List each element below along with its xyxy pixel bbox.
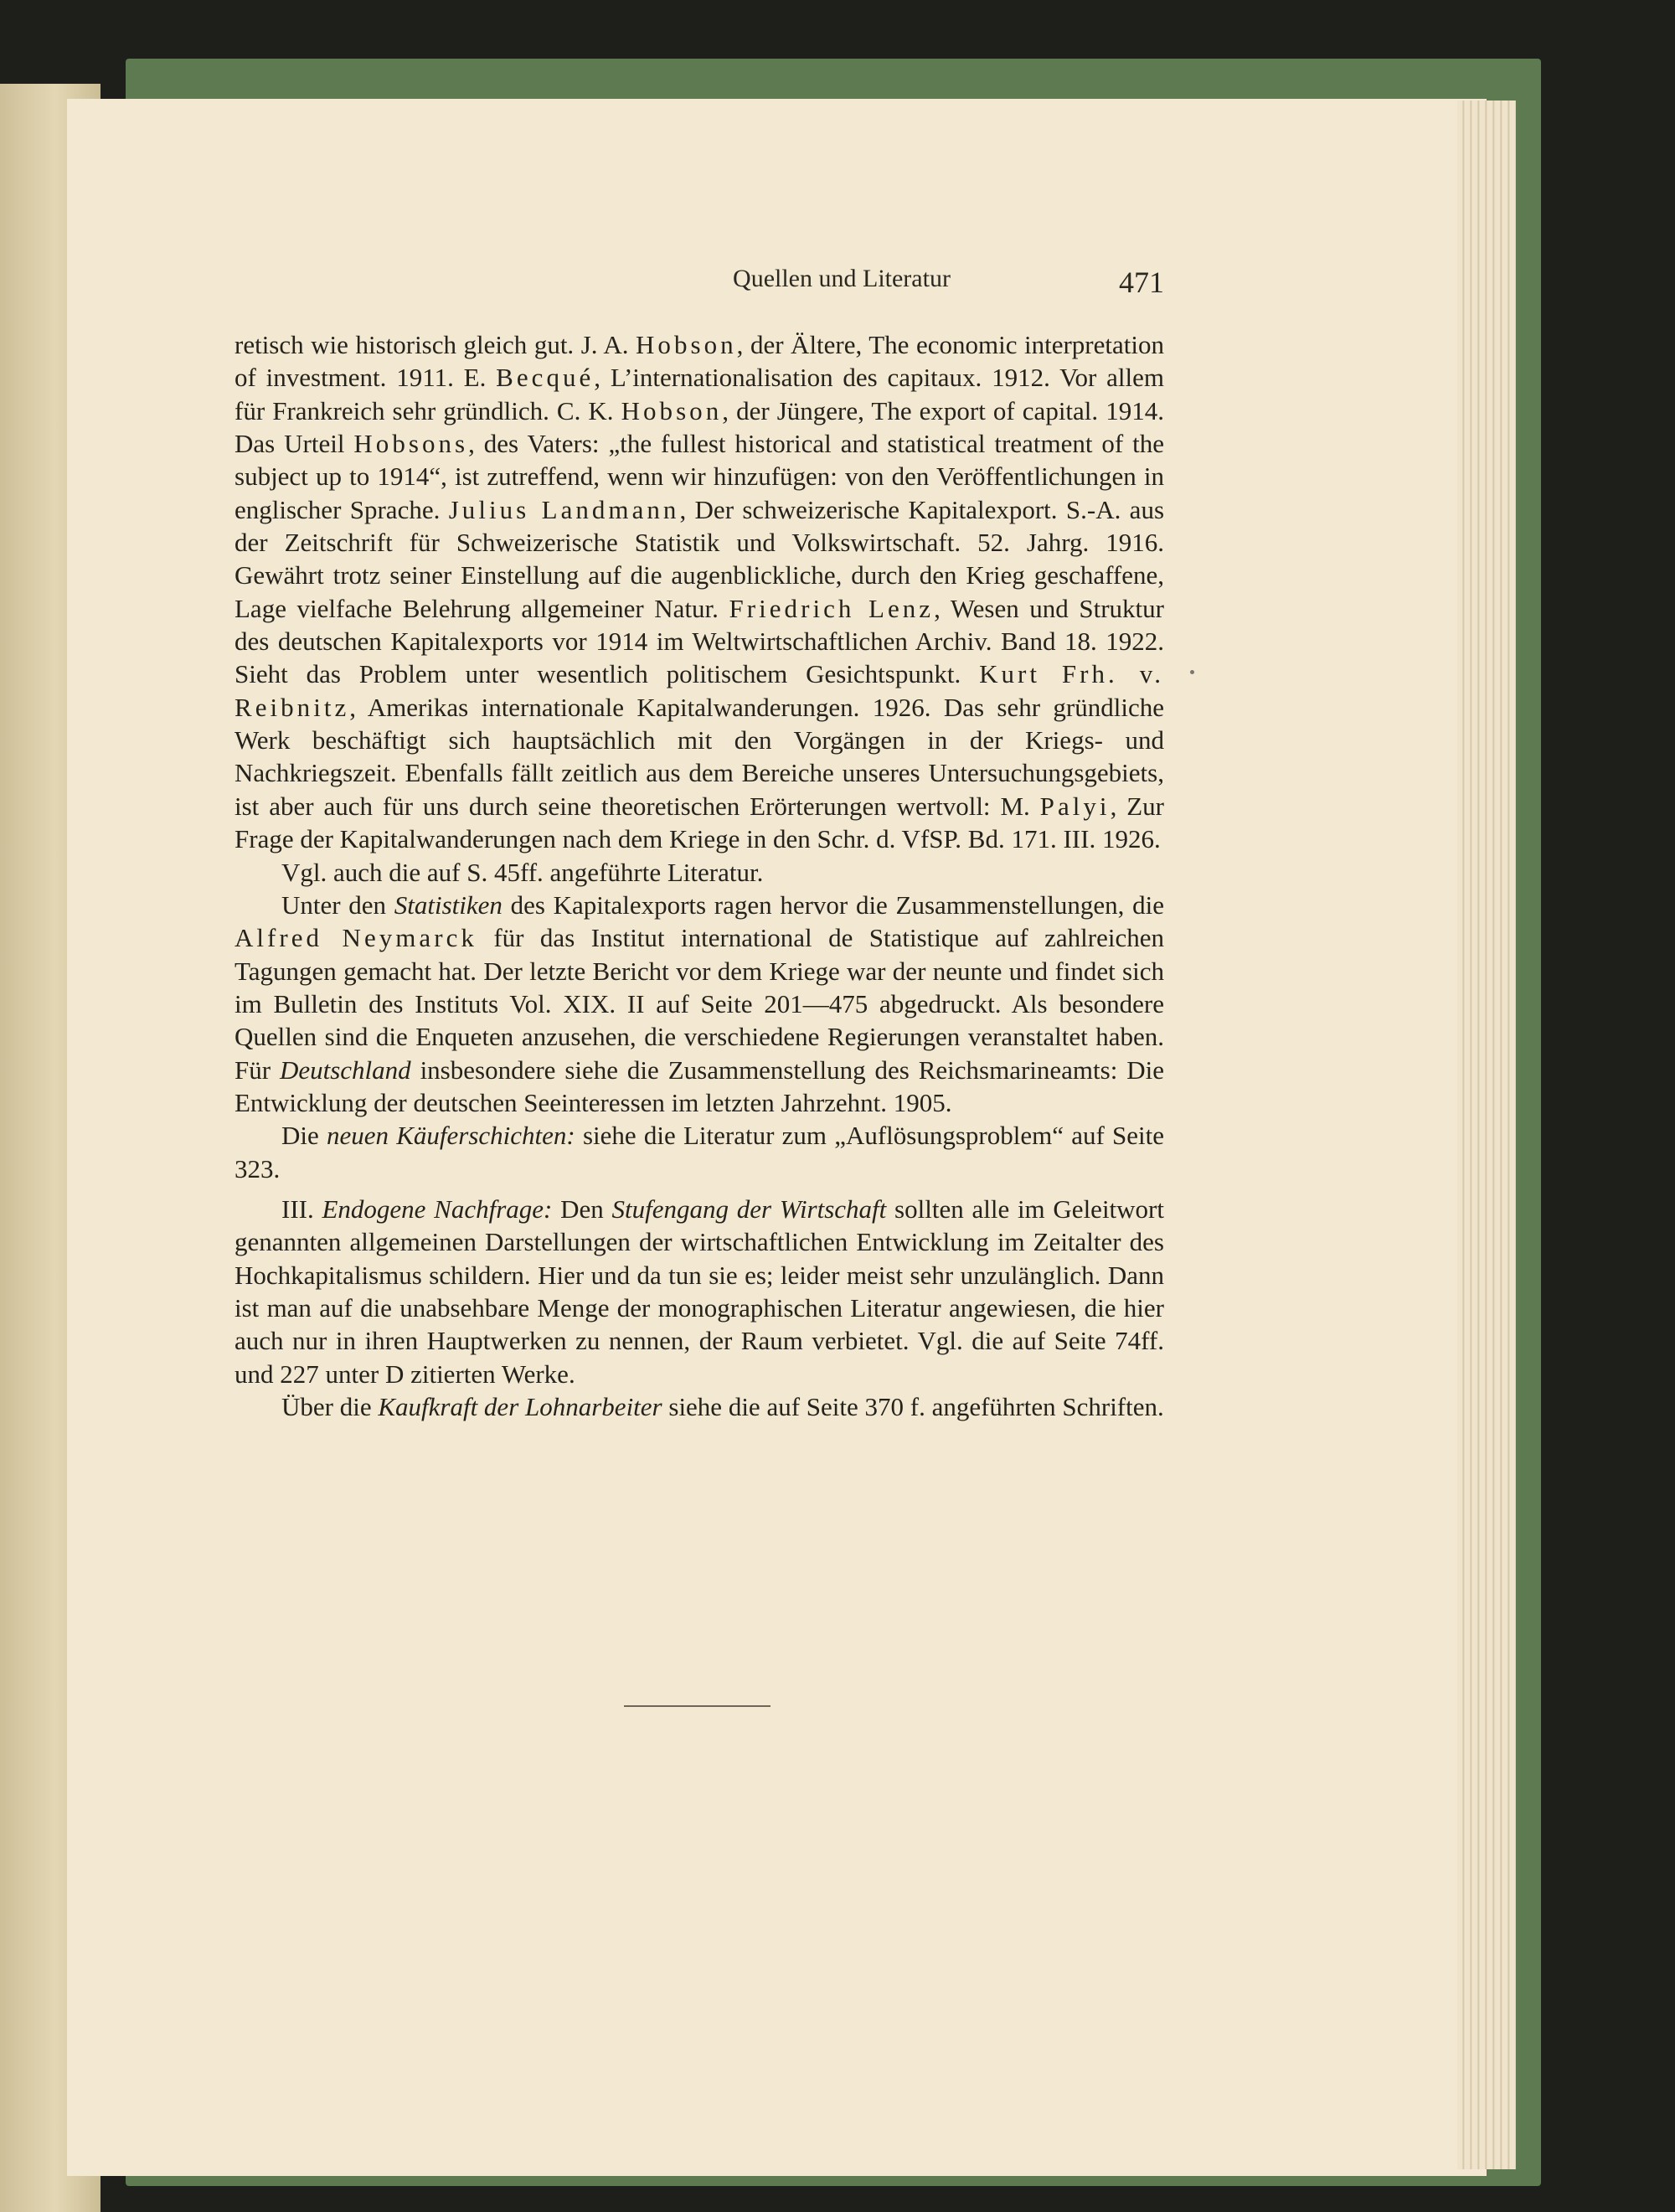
text-run: siehe die Literatur zum „Auflösungsproblem“ auf Seite 323. — [234, 1121, 1164, 1183]
spaced-name: Alfred Neymarck — [234, 923, 477, 953]
running-head — [0, 265, 1675, 315]
text-run: des Kapitalexports ragen hervor die Zusammenstellungen, die — [502, 889, 1164, 920]
spaced-name: Palyi — [1039, 791, 1111, 821]
text-run: , Der schweizerische Kapitalexport. S.-A. aus der Zeitschrift für Schweizerische Statistik und Volkswirtschaft. 52. Jahrg. 1916. Gewährt trotz seiner Einstellung auf die augenblickliche, durch den Krieg geschaffene, Lage vielfache Belehrung allgemeiner Natur. — [234, 494, 1165, 623]
spaced-name: Friedrich Lenz — [729, 593, 935, 623]
footnote-rule — [624, 1705, 770, 1707]
italic-run: Endogene Nachfrage: — [322, 1194, 553, 1224]
text-run: , des Vaters: „the fullest historical and statistical treatment of the subject up to 1914“, ist zutreffend, wenn wir hinzufügen: von den Veröffentlichungen in englischer Sprache. — [234, 429, 1164, 524]
text-run: retisch wie historisch gleich gut. J. A. — [234, 330, 636, 359]
text-run: für das Institut international de Statistique auf zahlreichen Tagungen gemacht hat. Der letzte Bericht vor dem Kriege war der neunte und findet sich im Bulletin des Instituts Vol. XIX. II auf Seite 201—475 abgedruckt. Als besondere Quellen sind die Enqueten anzusehen, die verschiedene Regierungen veranstaltet haben. Für — [234, 923, 1164, 1085]
paragraph — [234, 1193, 1164, 1390]
paragraph — [234, 856, 1164, 889]
spaced-name: Julius Landmann — [448, 494, 680, 524]
italic-run: Stufengang der Wirtschaft — [611, 1194, 887, 1224]
text-run: Den — [552, 1194, 612, 1224]
text-run: , Wesen und Struktur des deutschen Kapitalexports vor 1914 im Weltwirtschaftlichen Archiv. Band 18. 1922. Sieht das Problem unter wesentlich politischem Gesichtspunkt. — [234, 593, 1164, 689]
italic-run: Statistiken — [394, 889, 502, 920]
paragraph — [234, 1390, 1164, 1423]
spaced-name: Becqué — [496, 363, 595, 393]
spaced-name: Hobson — [621, 395, 723, 425]
text-run: Die — [281, 1121, 327, 1151]
paragraph — [234, 328, 1164, 856]
text-run: , Amerikas internationale Kapitalwanderungen. 1926. Das sehr gründliche Werk beschäftigt sich hauptsächlich mit den Vorgängen in der Kriegs- und Nachkriegszeit. Ebenfalls fällt zeitlich aus dem Bereiche unseres Untersuchungsgebiets, ist aber auch für uns durch seine theoretischen Erörterungen wertvoll: M. — [234, 692, 1164, 821]
page-number: 471 — [1119, 266, 1164, 299]
spaced-name: Hobson — [636, 330, 737, 359]
body-text — [234, 328, 1164, 1423]
spaced-name: Kurt Frh. v. Reibnitz — [234, 659, 1164, 722]
text-run: Vgl. auch die auf S. 45ff. angeführte Literatur. — [281, 857, 764, 887]
text-run: , L’internationalisation des capitaux. 1912. Vor allem für Frankreich sehr gründlich. C. K. — [234, 363, 1164, 425]
text-run: Über die — [281, 1392, 379, 1421]
text-run: III. — [281, 1194, 322, 1224]
running-title: Quellen und Literatur — [733, 265, 951, 292]
page-stack-edges — [1457, 101, 1516, 2169]
paragraph — [234, 889, 1164, 1119]
text-run: siehe die auf Seite 370 f. angeführten Schriften. — [662, 1392, 1164, 1421]
italic-run: neuen Käuferschichten: — [326, 1121, 575, 1151]
paragraph — [234, 1119, 1164, 1185]
pencil-mark — [1190, 670, 1194, 674]
text-run: Unter den — [281, 889, 394, 920]
text-run: sollten alle im Geleitwort genannten allgemeinen Darstellungen der wirtschaftlichen Entwicklung im Zeitalter des Hochkapitalismus schildern. Hier und da tun sie es; leider meist sehr unzulänglich. Dann ist man auf die unabsehbare Menge der monographischen Literatur angewiesen, die hier auch nur in ihren Hauptwerken zu nennen, der Raum verbietet. Vgl. die auf Seite 74ff. und 227 unter D zitierten Werke. — [234, 1194, 1164, 1389]
text-run: insbesondere siehe die Zusammenstellung des Reichsmarineamts: Die Entwicklung der deutschen Seeinteressen im letzten Jahrzehnt. 1905. — [234, 1054, 1164, 1117]
spaced-name: Hobsons — [353, 429, 469, 459]
text-run: , Zur Frage der Kapitalwanderungen nach dem Kriege in den Schr. d. VfSP. Bd. 171. III. 1926. — [234, 791, 1164, 854]
italic-run: Deutschland — [279, 1054, 411, 1085]
text-run: , der Jüngere, The export of capital. 1914. Das Urteil — [234, 395, 1164, 459]
italic-run: Kaufkraft der Lohnarbeiter — [378, 1392, 662, 1421]
text-run: , der Ältere, The economic interpretation of investment. 1911. E. — [234, 330, 1164, 393]
